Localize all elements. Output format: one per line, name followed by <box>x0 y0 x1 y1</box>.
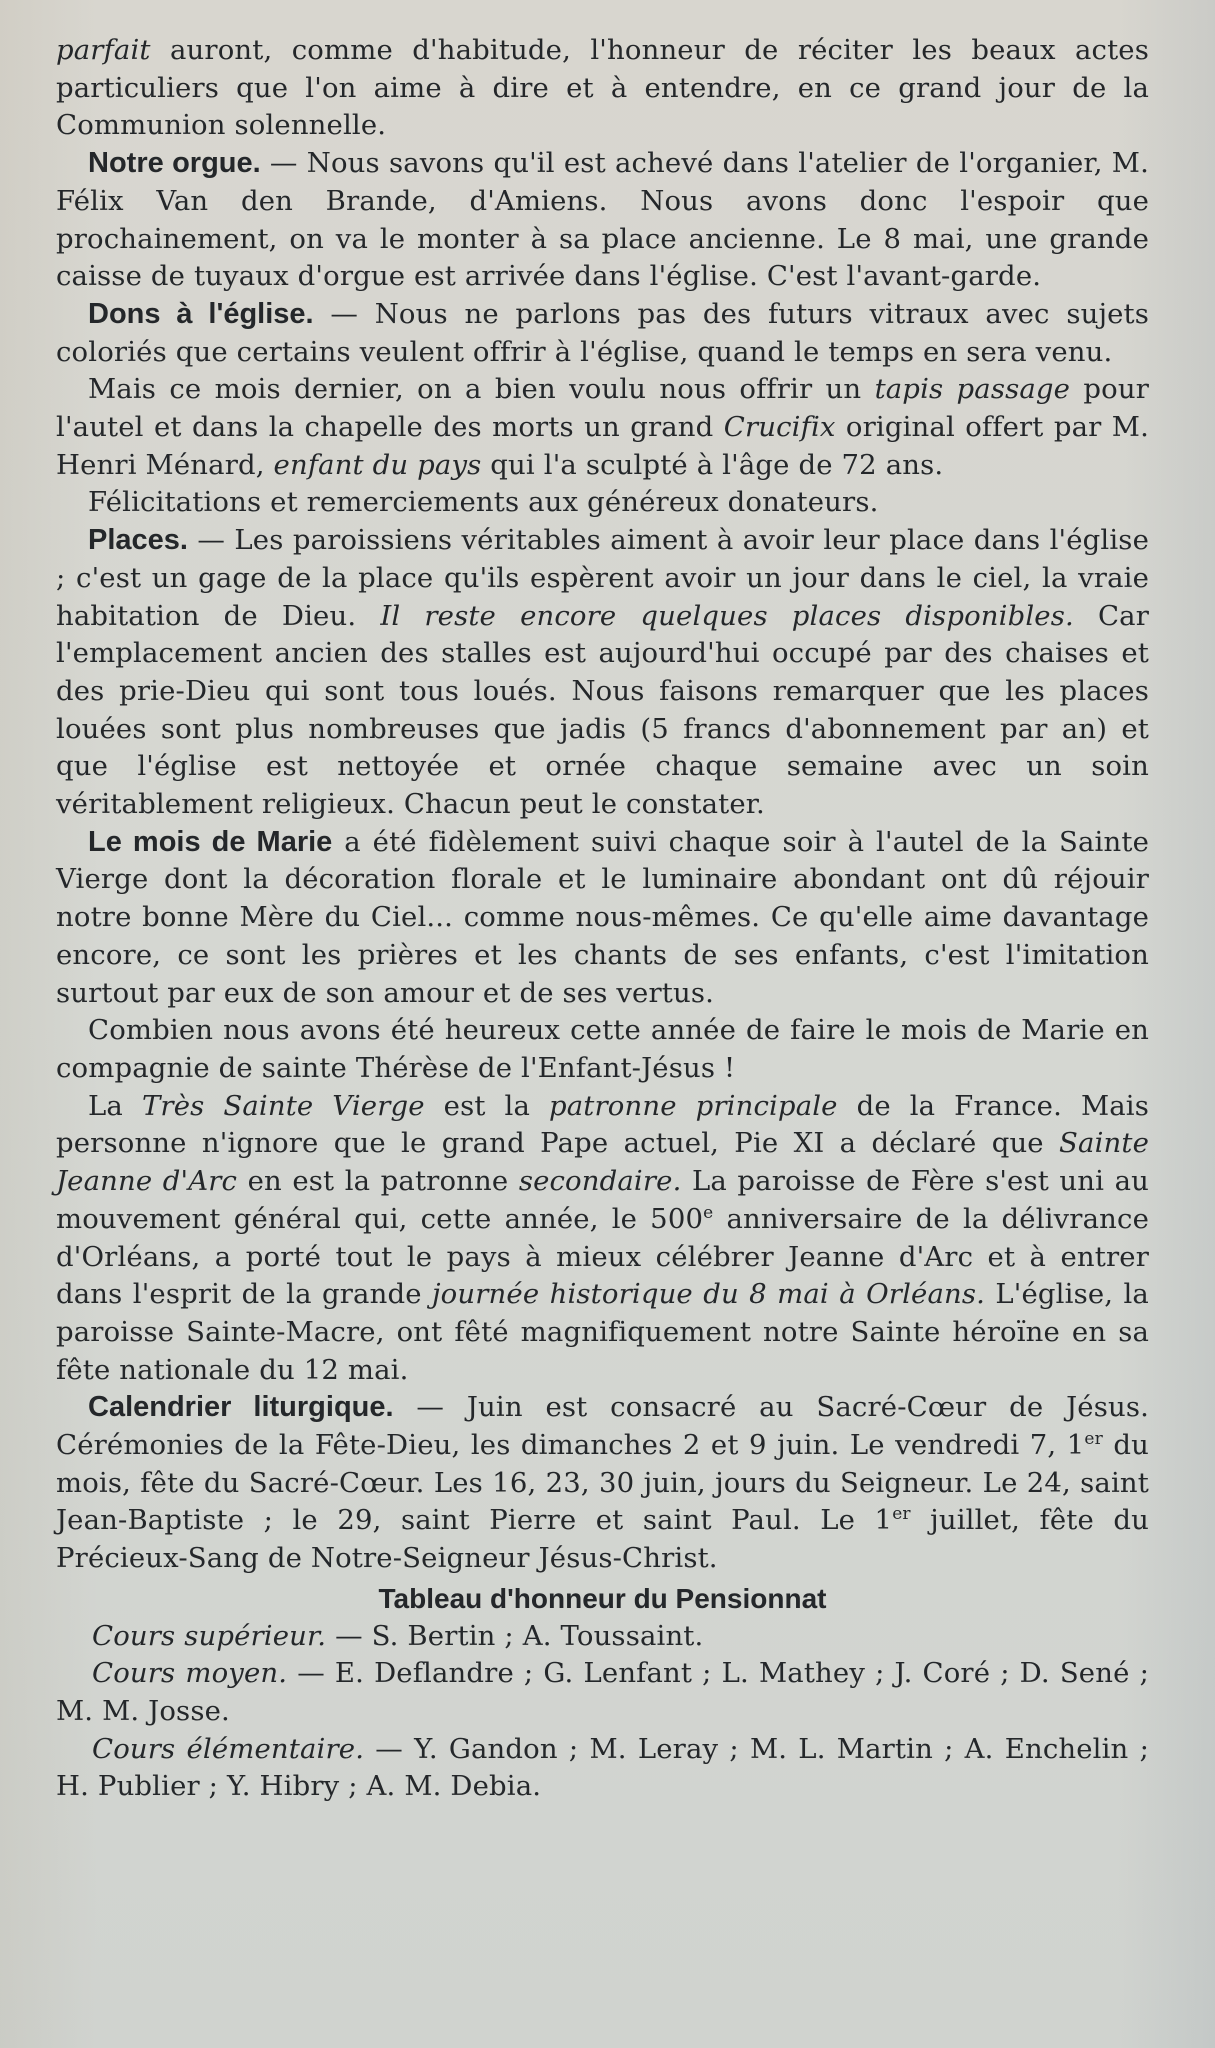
places-italic: Il reste encore quelques places disponibles. <box>380 599 1074 632</box>
tableau-row-names: — Y. Gandon ; M. Leray ; M. L. Martin ; A. Enchelin ; H. Publier ; Y. Hibry ; A. M. Debia. <box>56 1732 1149 1803</box>
tableau-row-names: — E. Deflandre ; G. Lenfant ; L. Mathey ; J. Coré ; D. Sené ; M. M. Josse. <box>56 1657 1149 1727</box>
calendrier-a: — Juin est consacré au Sacré-Cœur de Jésus. Cérémonies de la Fête-Dieu, les dimanches 2 et 9 juin. Le vendredi 7, 1 <box>56 1391 1149 1462</box>
marie-p3-b: est la <box>424 1089 549 1122</box>
marie-p3-d: en est la patronne <box>237 1165 519 1198</box>
dons-text: — Nous ne parlons pas des futurs vitraux avec sujets coloriés que certains veulent offrir à l'église, quand le temps en sera venu. <box>56 297 1150 368</box>
dons-p2-b: pour l'autel et dans la chapelle des morts un grand <box>56 373 1150 444</box>
marie-p3-a: La <box>88 1089 142 1122</box>
calendrier-heading: Calendrier liturgique. <box>88 1391 394 1424</box>
dons-p2-c: original offert par M. Henri Ménard, <box>56 411 1149 481</box>
orgue-paragraph <box>56 145 1149 296</box>
marie-p3-g: L'église, la paroisse Sainte-Macre, ont fêté magnifiquement notre Sainte héroïne en sa fête nationale du 12 mai. <box>56 1278 1149 1386</box>
dons-heading: Dons à l'église. <box>88 297 314 330</box>
marie-p3-c: de la France. Mais personne n'ignore que le grand Pape actuel, Pie XI a déclaré que <box>56 1089 1150 1160</box>
tableau-row-names: — S. Bertin ; A. Toussaint. <box>326 1619 704 1652</box>
calendrier-b: du mois, fête du Sacré-Cœur. Les 16, 23, 30 juin, jours du Seigneur. Le 24, saint Jean-Baptiste ; le 29, saint Pierre et saint Paul. Le 1 <box>56 1429 1149 1537</box>
dons-p2-a: Mais ce mois dernier, on a bien voulu nous offrir un <box>88 373 875 406</box>
tableau-row-label: Cours élémentaire. <box>92 1732 365 1765</box>
dons-paragraph-2 <box>56 371 1149 484</box>
marie-p3-f: anniversaire de la délivrance d'Orléans, a porté tout le pays à mieux célébrer Jeanne d'Arc et à entrer dans l'esprit de la grande <box>56 1202 1149 1311</box>
places-paragraph <box>56 522 1149 824</box>
calendrier-c: juillet, fête du Précieux-Sang de Notre-Seigneur Jésus-Christ. <box>56 1504 1149 1575</box>
marie-p3-sup: e <box>703 1202 714 1223</box>
dons-p2-d: qui l'a sculpté à l'âge de 72 ans. <box>481 448 944 481</box>
marie-text: a été fidèlement suivi chaque soir à l'autel de la Sainte Vierge dont la décoration florale et le luminaire abondant ont dû réjouir notre bonne Mère du Ciel... comme nous-mêmes. Ce qu'elle aime davantage encore, ce sont les prières et les chants de ses enfants, c'est l'imitation surtout par eux de son amour et de ses vertus. <box>56 825 1149 1009</box>
dons-p2-tapis: tapis passage <box>874 373 1071 406</box>
places-heading: Places. <box>88 524 188 557</box>
marie-p3-vierge: Très Sainte Vierge <box>141 1089 425 1122</box>
marie-p3-principale: patronne principale <box>548 1089 838 1122</box>
marie-paragraph-3 <box>56 1088 1149 1390</box>
marie-p3-journee: journée historique du 8 mai à Orléans. <box>432 1278 986 1311</box>
marie-p3-e: La paroisse de Fère s'est uni au mouvement général qui, cette année, le 500 <box>56 1165 1149 1235</box>
tableau-row-label: Cours moyen. <box>92 1657 288 1690</box>
dons-paragraph <box>56 296 1149 371</box>
intro-paragraph <box>56 32 1149 145</box>
marie-paragraph <box>56 824 1149 1013</box>
places-text-b: Car l'emplacement ancien des stalles est aujourd'hui occupé par des chaises et des prie-Dieu qui sont tous loués. Nous faisons remarquer que les places louées sont plus nombreuses que jadis (5 francs d'abonnement par an) et que l'église est nettoyée et ornée chaque semaine avec un soin véritablement religieux. Chacun peut le constater. <box>56 599 1149 821</box>
orgue-heading: Notre orgue. <box>88 147 261 180</box>
tableau-row-elementaire <box>56 1731 1149 1806</box>
tableau-row-superieur <box>56 1618 1149 1656</box>
dons-p2-crucifix: Crucifix <box>723 411 836 444</box>
tableau-row-label: Cours supérieur. <box>92 1619 327 1652</box>
tableau-title: Tableau d'honneur du Pensionnat <box>378 1582 827 1614</box>
marie-heading: Le mois de Marie <box>88 825 333 858</box>
marie-paragraph-2: Combien nous avons été heureux cette année de faire le mois de Marie en compagnie de sainte Thérèse de l'Enfant-Jésus ! <box>56 1014 1149 1084</box>
marie-p3-jeanne: Sainte Jeanne d'Arc <box>56 1127 1149 1198</box>
calendrier-sup1: er <box>1084 1429 1103 1450</box>
calendrier-sup2: er <box>892 1504 911 1525</box>
intro-text: auront, comme d'habitude, l'honneur de réciter les beaux actes particuliers que l'on aime à dire et à entendre, en ce grand jour de la Communion solennelle. <box>56 34 1149 142</box>
tableau-row-moyen <box>56 1655 1149 1730</box>
intro-italic: parfait <box>56 34 151 66</box>
dons-paragraph-3: Félicitations et remerciements aux généreux donateurs. <box>88 486 879 519</box>
places-text-a: — Les paroissiens véritables aiment à avoir leur place dans l'église ; c'est un gage de la place qu'ils espèrent avoir un jour dans le ciel, la vraie habitation de Dieu. <box>56 524 1149 632</box>
marie-p3-secondaire: secondaire. <box>518 1165 682 1198</box>
dons-p2-enfant: enfant du pays <box>273 448 482 481</box>
calendrier-paragraph <box>56 1389 1149 1578</box>
orgue-text: — Nous savons qu'il est achevé dans l'atelier de l'organier, M. Félix Van den Brande, d'Amiens. Nous avons donc l'espoir que prochainement, on va le monter à sa place ancienne. Le 8 mai, une grande caisse de tuyaux d'orgue est arrivée dans l'église. C'est l'avant-garde. <box>56 147 1149 293</box>
